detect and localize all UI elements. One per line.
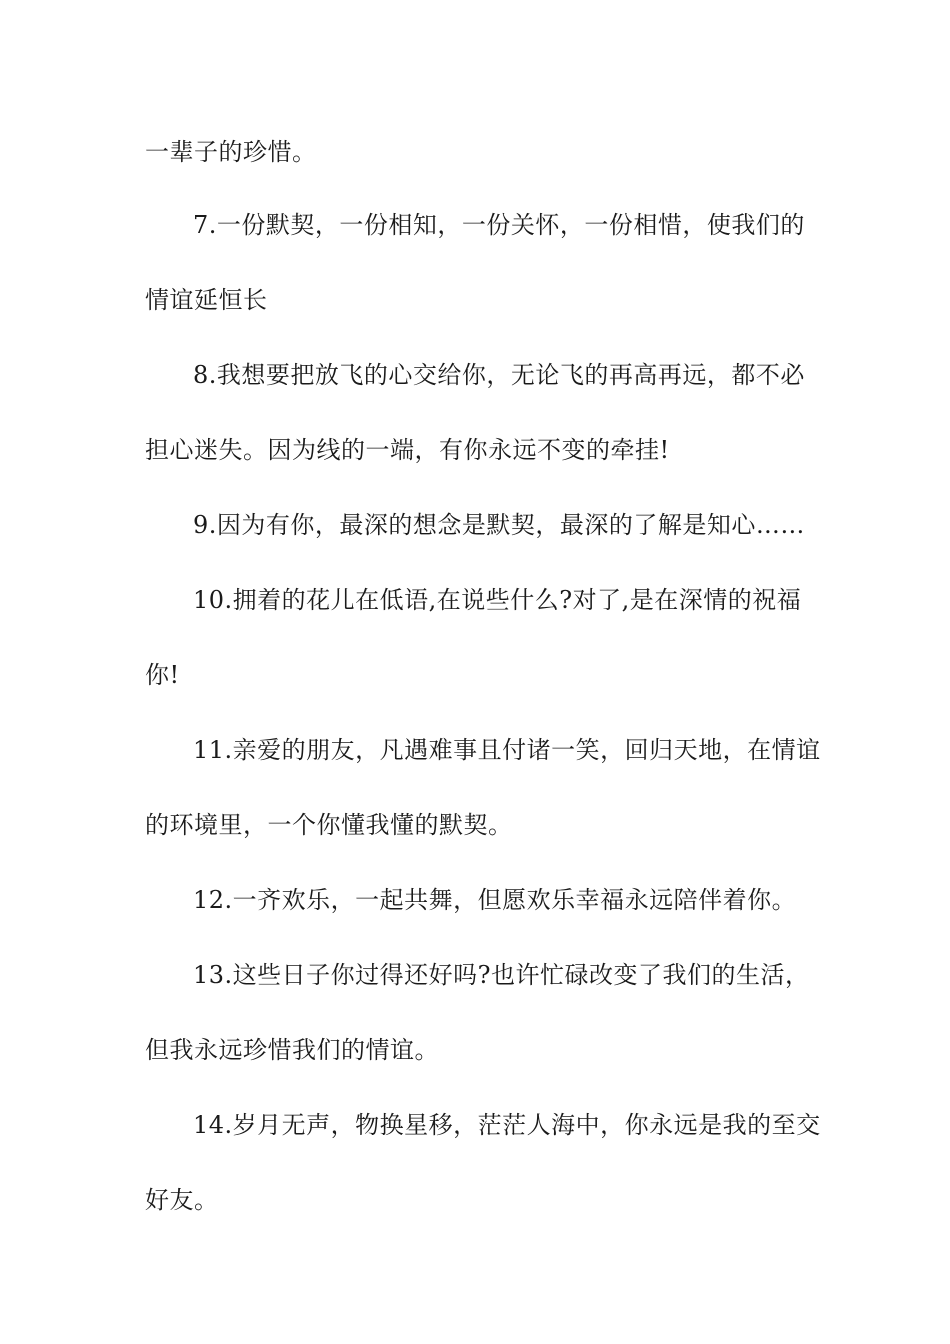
list-item-13-line-1: 13.这些日子你过得还好吗?也许忙碌改变了我们的生活， [193,961,810,989]
list-item-11-line-2: 的环境里，一个你懂我懂的默契。 [145,811,513,839]
list-item-12: 12.一齐欢乐，一起共舞，但愿欢乐幸福永远陪伴着你。 [193,886,797,914]
list-item-14-line-2: 好友。 [145,1186,219,1214]
list-item-7-line-2: 情谊延恒长 [145,286,268,314]
list-item-10-line-1: 10.拥着的花儿在低语,在说些什么?对了,是在深情的祝福 [193,586,802,614]
list-item-13-line-2: 但我永远珍惜我们的情谊。 [145,1036,439,1064]
list-item-11-line-1: 11.亲爱的朋友，凡遇难事且付诸一笑，回归天地，在情谊 [193,736,821,764]
list-item-9: 9.因为有你，最深的想念是默契，最深的了解是知心…… [193,511,805,539]
list-item-8-line-2: 担心迷失。因为线的一端，有你永远不变的牵挂! [145,436,670,464]
text-line: 一辈子的珍惜。 [145,138,317,166]
list-item-14-line-1: 14.岁月无声，物换星移，茫茫人海中，你永远是我的至交 [193,1111,821,1139]
list-item-7-line-1: 7.一份默契，一份相知，一份关怀，一份相惜，使我们的 [193,211,805,239]
list-item-10-line-2: 你! [145,661,180,689]
list-item-8-line-1: 8.我想要把放飞的心交给你，无论飞的再高再远，都不必 [193,361,805,389]
